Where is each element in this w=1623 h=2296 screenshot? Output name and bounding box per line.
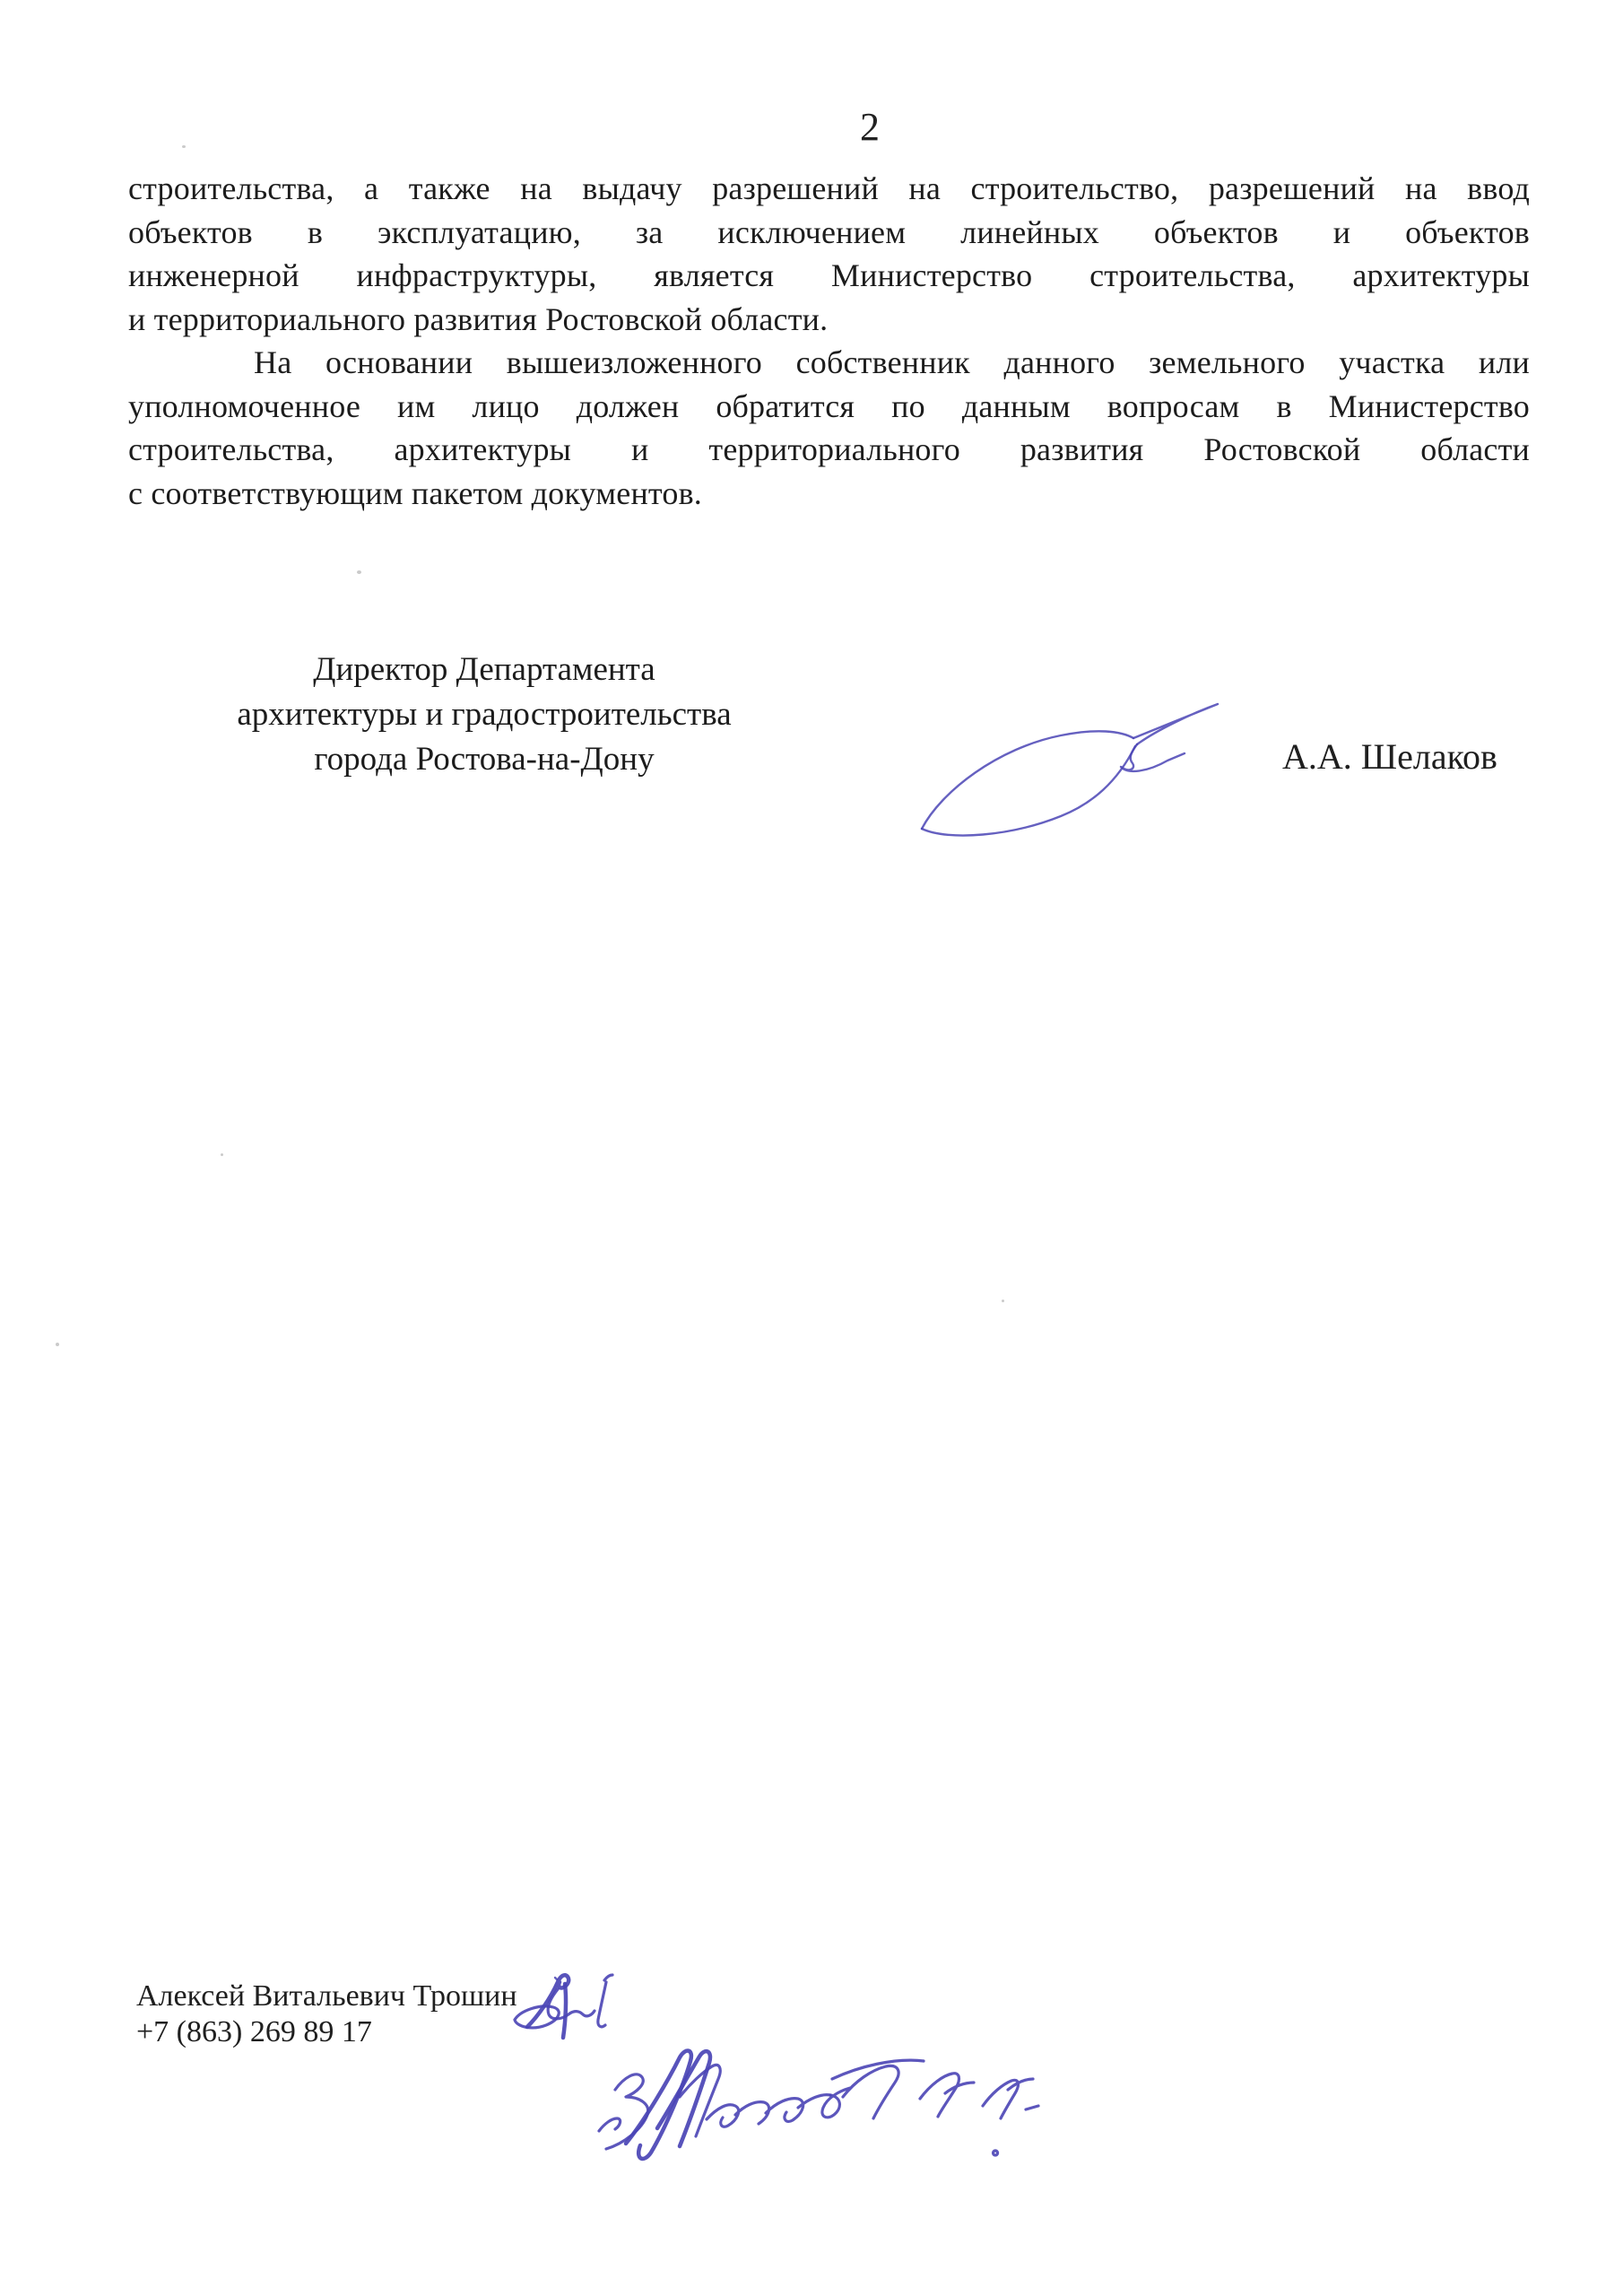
scan-speck xyxy=(221,1153,223,1156)
paragraph1-line2: объектов в эксплуатацию, за исключением линейных объектов и объектов xyxy=(128,213,1530,250)
signer-title-line1: Директор Департамента xyxy=(313,651,655,688)
signer-title-block xyxy=(170,648,798,782)
paragraph1-line1: строительства, а также на выдачу разрешений на строительство, разрешений на ввод xyxy=(128,170,1530,206)
paragraph2-line2: уполномоченное им лицо должен обратится по данным вопросам в Министерство xyxy=(128,387,1530,424)
paragraph2-line3: строительства, архитектуры и территориального развития Ростовской области xyxy=(128,431,1530,467)
page-number: 2 xyxy=(860,105,880,149)
contact-name: Алексей Витальевич Трошин xyxy=(136,1979,517,2013)
signer-name: А.А. Шелаков xyxy=(1282,736,1497,777)
paragraph1-line3: инженерной инфраструктуры, является Министерство строительства, архитектуры xyxy=(128,257,1530,293)
paragraph1-line4: и территориального развития Ростовской области. xyxy=(128,300,829,337)
director-signature-ink xyxy=(913,692,1236,845)
signer-title-line2: архитектуры и градостроительства xyxy=(237,696,732,733)
document-body xyxy=(128,167,1530,515)
scan-speck xyxy=(182,145,186,148)
contact-block xyxy=(136,1979,517,2050)
scan-speck xyxy=(1002,1300,1004,1302)
signer-title-line3: города Ростова-на-Дону xyxy=(314,741,655,778)
scan-speck xyxy=(357,570,361,574)
paragraph2-line1: На основании вышеизложенного собственник данного земельного участка или xyxy=(254,344,1530,380)
paragraph2-line4: с соответствующим пакетом документов. xyxy=(128,474,702,511)
approval-signature-ink xyxy=(590,2043,1049,2161)
scan-speck xyxy=(56,1343,59,1346)
contact-phone: +7 (863) 269 89 17 xyxy=(136,2015,372,2048)
